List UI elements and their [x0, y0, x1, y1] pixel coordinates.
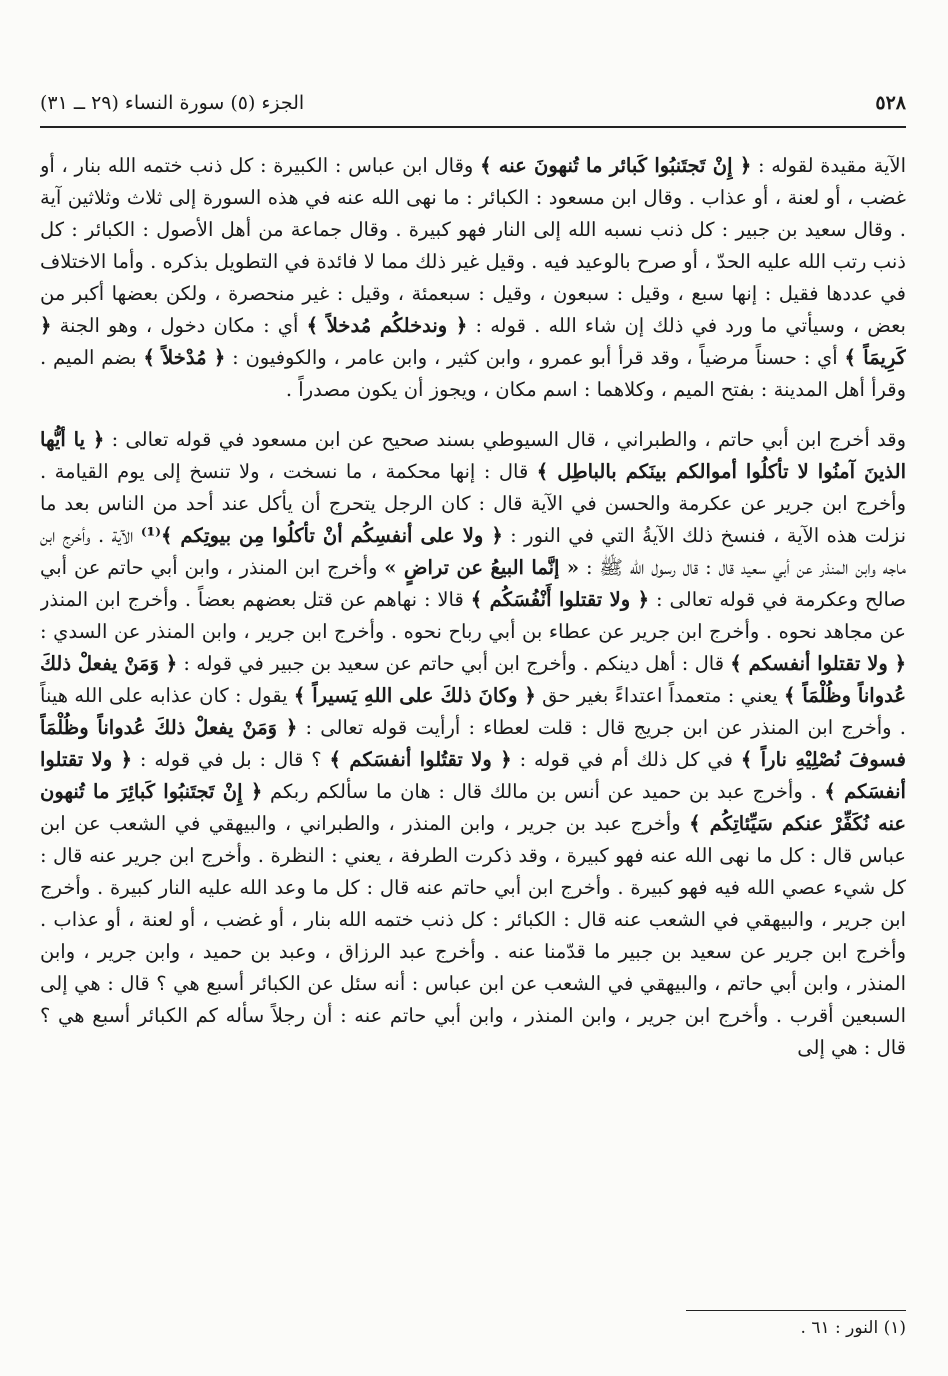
body-segment: الآية مقيدة لقوله :	[751, 154, 906, 177]
body-text	[40, 150, 906, 1288]
body-segment: . وأخرج عبد بن حميد عن أنس بن مالك قال : هان ما سألكم ربكم	[262, 780, 825, 803]
quote-text: ﴿ إِنْ تَجتَنبُوا كَبائر ما تُنهونَ عنه ﴾	[480, 154, 752, 177]
footnote-divider	[686, 1310, 906, 1311]
quote-text: « إنَّما البيعُ عن تراضٍ »	[384, 556, 580, 579]
body-segment: يقول : كان عذابه على الله هيناً . وأخرج ابن المنذر عن ابن جريج قال : قلت لعطاء : أرأيت قوله تعالى :	[40, 684, 906, 739]
body-segment: قالا : نهاهم عن قتل بعضهم بعضاً . وأخرج ابن المنذر عن مجاهد نحوه . وأخرج ابن جرير عن عطاء بن أبي رباح نحوه . وأخرج ابن جرير ، وابن المنذر عن السدي :	[40, 588, 906, 643]
quote-text: ﴿ يا أيُّها الذينَ آمنُوا لا تأكلُوا أموالكم بينَكم بالباطِل ﴾	[40, 428, 906, 483]
page-header	[40, 92, 906, 128]
body-segment: أي : مكان دخول ، وهو الجنة	[51, 314, 307, 337]
quote-text: ﴿ ولا تقتلوا أنفسكم ﴾	[730, 652, 906, 675]
quote-text: ﴿ وندخلكُم مُدخلاً ﴾	[306, 314, 468, 337]
body-segment: بضم الميم . وقرأ أهل المدينة : بفتح الميم ، وكلاهما : اسم مكان ، ويجوز أن يكون مصدراً .	[40, 346, 906, 401]
body-segment: في كل ذلك أم في قوله :	[511, 748, 741, 771]
body-segment: الآية . وأخرج ابن ماجه وابن المنذر عن أبي سعيد قال : قال رسول الله ﷺ :	[40, 524, 906, 579]
body-segment: قال : أهل دينكم . وأخرج ابن أبي حاتم عن سعيد بن جبير في قوله :	[177, 652, 731, 675]
commentary-paragraph	[40, 150, 906, 406]
body-segment: قال : إنها محكمة ، ما نسخت ، ولا تنسخ إلى يوم القيامة . وأخرج ابن جرير عن عكرمة والحسن في الآية قال : كان الرجل يتحرج أن يأكل عند أحد من الناس بعد ما نزلت هذه الآية ، فنسخ ذلك الآيةُ التي في النور :	[40, 460, 906, 547]
quote-text: ﴿ ولا تقتلوا أنفسَكم ﴾	[40, 748, 906, 803]
quote-text: ﴿ وَمَنْ يفعلْ ذلكَ عُدواناً وظُلْمَاً ﴾	[40, 652, 906, 707]
quote-text: ﴿ ولا تقتلوا أَنْفُسَكُم ﴾	[470, 588, 650, 611]
quote-text: ﴿ كَرِيمَاً ﴾	[40, 314, 906, 369]
body-segment: وأخرج ابن المنذر ، وابن أبي حاتم عن أبي صالح وعكرمة في قوله تعالى :	[40, 556, 906, 611]
body-segment: يعني : متعمداً اعتداءً بغير حق	[535, 684, 785, 707]
quote-text: ﴿ وَمَنْ يفعلْ ذلكَ عُدواناً وظُلْمَاً فسوفَ نُصْلِيْهِ ناراً ﴾	[40, 716, 906, 771]
quote-text: ﴿ وكانَ ذلكَ على اللهِ يَسيراً ﴾	[293, 684, 536, 707]
quote-text: ﴿ ولا على أنفسِكُم أنْ تأكلُوا مِن بيوتِكم ﴾⁽¹⁾	[140, 524, 503, 547]
body-segment: ؟ قال : بل في قوله :	[132, 748, 330, 771]
body-segment: وقال ابن عباس : الكبيرة : كل ذنب ختمه الله بنار ، أو غضب ، أو لعنة ، أو عذاب . وقال ابن مسعود : الكبائر : ما نهى الله عنه في هذه السورة إلى ثلاث وثلاثين آية . وقال سعيد بن جبير : كل ذنب نسبه الله إلى النار فهو كبيرة . وقال جماعة من أهل الأصول : الكبائر : كل ذنب رتب الله عليه الحدّ ، أو صرح بالوعيد فيه . وقيل غير ذلك مما لا فائدة في التطويل بذكره . وأما الاختلاف في عددها فقيل : إنها سبع ، وقيل : سبعون ، وقيل : سبعمئة ، وقيل : غير منحصرة ، ولكن بعضها أكبر من بعض ، وسيأتي ما ورد في ذلك إن شاء الله . قوله :	[40, 154, 906, 337]
page-number: ٥٢٨	[875, 92, 906, 114]
body-segment: وأخرج عبد بن جرير ، وابن المنذر ، والطبراني ، والبيهقي في الشعب عن ابن عباس قال : كل ما نهى الله عنه فهو كبيرة ، وقد ذكرت الطرفة ، يعني : النظرة . وأخرج ابن جرير عنه قال : كل شيء عصي الله فيه فهو كبيرة . وأخرج ابن أبي حاتم عنه قال : كل ما وعد الله عليه النار كبيرة . وأخرج ابن جرير ، والبيهقي في الشعب عنه قال : الكبائر : كل ذنب ختمه الله بنار ، أو غضب ، أو لعنة ، أو عذاب . وأخرج ابن جرير عن سعيد بن جبير ما قدّمنا عنه . وأخرج عبد الرزاق ، وعبد بن حميد ، وابن جرير ، وابن المنذر ، وابن أبي حاتم ، والبيهقي في الشعب عن ابن عباس : أنه سئل عن الكبائر أسبع هي ؟ قال : هي إلى السبعين أقرب . وأخرج ابن جرير ، وابن المنذر ، وابن أبي حاتم عنه : أن رجلاً سأله كم الكبائر أسبع هي ؟ قال : هي إلى	[40, 812, 906, 1059]
quote-text: ﴿ إِنْ تَجتَنبُوا كَبائِرَ ما تُنهون عنه نُكَفِّرْ عنكم سَيِّئاتِكُم ﴾	[40, 780, 906, 835]
quote-text: ﴿ ولا تقتُلوا أنفسَكم ﴾	[329, 748, 512, 771]
body-segment: وقد أخرج ابن أبي حاتم ، والطبراني ، قال السيوطي بسند صحيح عن ابن مسعود في قوله تعالى :	[104, 428, 906, 451]
footnote: (١) النور : ٦١ .	[800, 1318, 906, 1338]
narrations-paragraph	[40, 424, 906, 1064]
quote-text: ﴿ مُدْخلاً ﴾	[143, 346, 226, 369]
running-title: الجزء (٥) سورة النساء (٢٩ ــ ٣١)	[40, 92, 305, 114]
body-segment: أي : حسناً مرضياً ، وقد قرأ أبو عمرو ، وابن كثير ، وابن عامر ، والكوفيون :	[225, 346, 845, 369]
